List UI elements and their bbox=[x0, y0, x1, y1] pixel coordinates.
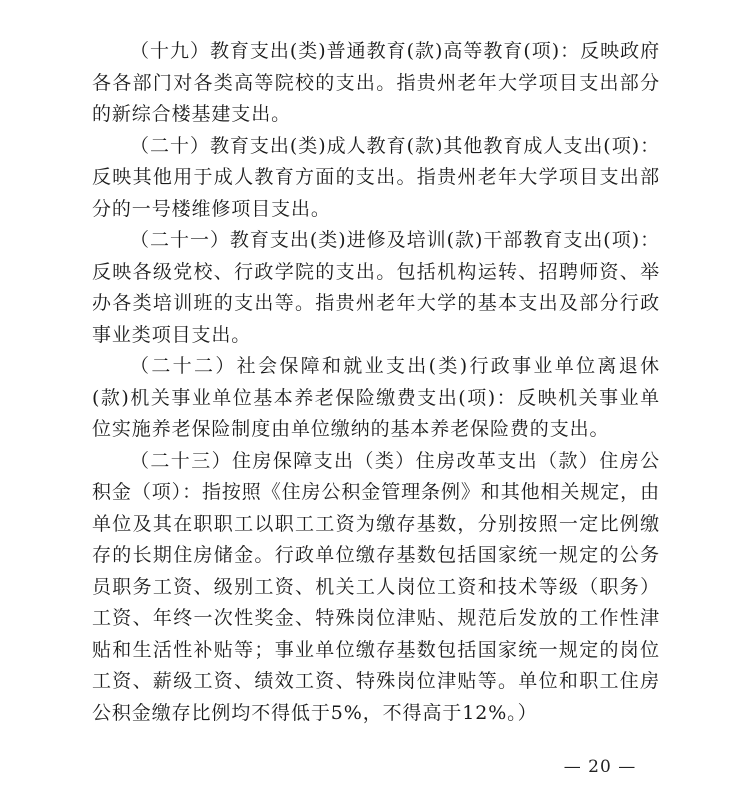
page-number: — 20 — bbox=[563, 757, 637, 777]
paragraph-item-19: （十九）教育支出(类)普通教育(款)高等教育(项)：反映政府各各部门对各类高等院校的支出。指贵州老年大学项目支出部分的新综合楼基建支出。 bbox=[92, 40, 660, 125]
paragraph-item-21: （二十一）教育支出(类)进修及培训(款)干部教育支出(项)：反映各级党校、行政学院的支出。包括机构运转、招聘师资、举办各类培训班的支出等。指贵州老年大学的基本支出及部分行政事业类项目支出。 bbox=[92, 229, 660, 346]
paragraph-item-20: （二十）教育支出(类)成人教育(款)其他教育成人支出(项)：反映其他用于成人教育方面的支出。指贵州老年大学项目支出部分的一号楼维修项目支出。 bbox=[92, 134, 660, 220]
document-body bbox=[92, 36, 660, 729]
paragraph-item-22: （二十二）社会保障和就业支出(类)行政事业单位离退休(款)机关事业单位基本养老保险缴费支出(项)：反映机关事业单位实施养老保险制度由单位缴纳的基本养老保险费的支出。 bbox=[92, 355, 660, 440]
paragraph-item-23: （二十三）住房保障支出（类）住房改革支出（款）住房公积金（项）：指按照《住房公积金管理条例》和其他相关规定，由单位及其在职职工以职工工资为缴存基数，分别按照一定比例缴存的长期住房储金。行政单位缴存基数包括国家统一规定的公务员职务工资、级别工资、机关工人岗位工资和技术等级（职务）工资、年终一次性奖金、特殊岗位津贴、规范后发放的工作性津贴和生活性补贴等；事业单位缴存基数包括国家统一规定的岗位工资、薪级工资、绩效工资、特殊岗位津贴等。单位和职工住房公积金缴存比例均不得低于5%，不得高于12%。） bbox=[92, 449, 660, 724]
